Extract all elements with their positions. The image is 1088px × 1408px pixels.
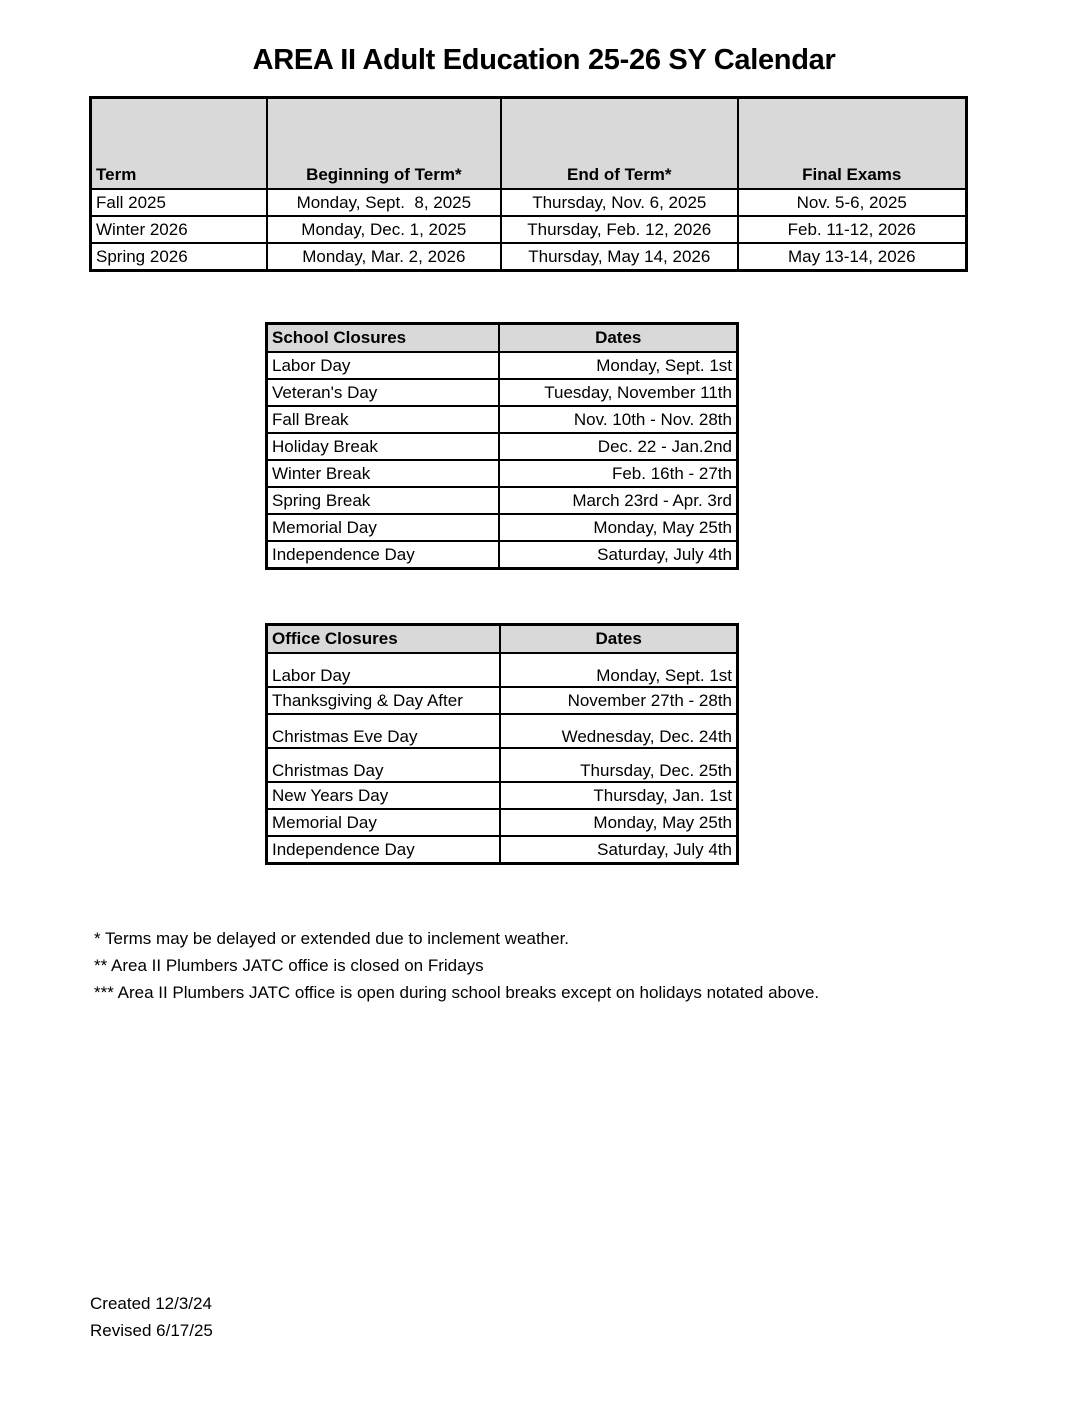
- table-cell: Nov. 10th - Nov. 28th: [499, 406, 737, 433]
- table-cell: November 27th - 28th: [500, 687, 737, 714]
- table-cell: Labor Day: [267, 653, 501, 687]
- column-header-end: End of Term*: [501, 98, 738, 190]
- table-cell: Thursday, May 14, 2026: [501, 243, 738, 271]
- revised-date: Revised 6/17/25: [90, 1321, 213, 1340]
- table-cell: Thanksgiving & Day After: [267, 687, 501, 714]
- footnote: *** Area II Plumbers JATC office is open during school breaks except on holidays notated above.: [94, 983, 820, 1002]
- table-cell: Veteran's Day: [267, 379, 500, 406]
- table-row: [267, 809, 738, 836]
- created-date: Created 12/3/24: [90, 1294, 212, 1313]
- table-row: [267, 379, 738, 406]
- table-row: [267, 714, 738, 748]
- table-row: [267, 514, 738, 541]
- table-cell: Memorial Day: [267, 809, 501, 836]
- table-header-row: [267, 625, 738, 654]
- column-header-beginning: Beginning of Term*: [267, 98, 501, 190]
- table-cell: Monday, May 25th: [499, 514, 737, 541]
- table-cell: Memorial Day: [267, 514, 500, 541]
- table-cell: Monday, May 25th: [500, 809, 737, 836]
- table-cell: May 13-14, 2026: [738, 243, 967, 271]
- table-header-row: [267, 324, 738, 353]
- column-header-office-closures: Office Closures: [267, 625, 501, 654]
- table-cell: Spring Break: [267, 487, 500, 514]
- table-row: [267, 352, 738, 379]
- table-cell: Wednesday, Dec. 24th: [500, 714, 737, 748]
- table-cell: Feb. 16th - 27th: [499, 460, 737, 487]
- column-header-term: Term: [91, 98, 267, 190]
- table-cell: March 23rd - Apr. 3rd: [499, 487, 737, 514]
- table-row: [267, 406, 738, 433]
- table-row: [91, 189, 967, 216]
- table-cell: Thursday, Dec. 25th: [500, 748, 737, 782]
- table-cell: Nov. 5-6, 2025: [738, 189, 967, 216]
- table-cell: Monday, Mar. 2, 2026: [267, 243, 501, 271]
- table-row: [267, 487, 738, 514]
- table-cell: Tuesday, November 11th: [499, 379, 737, 406]
- footnote: ** Area II Plumbers JATC office is closed on Fridays: [94, 956, 484, 975]
- table-cell: Thursday, Feb. 12, 2026: [501, 216, 738, 243]
- table-cell: New Years Day: [267, 782, 501, 809]
- table-cell: Monday, Sept. 1st: [500, 653, 737, 687]
- table-cell: Feb. 11-12, 2026: [738, 216, 967, 243]
- table-cell: Labor Day: [267, 352, 500, 379]
- table-cell: Independence Day: [267, 836, 501, 864]
- document-footer: [90, 1290, 213, 1344]
- footnote: * Terms may be delayed or extended due to inclement weather.: [94, 929, 570, 948]
- table-row: [267, 653, 738, 687]
- school-closures-table: [265, 322, 739, 570]
- table-cell: Monday, Sept. 1st: [499, 352, 737, 379]
- table-row: [267, 687, 738, 714]
- table-cell: Saturday, July 4th: [499, 541, 737, 569]
- table-cell: Monday, Sept. 8, 2025: [267, 189, 501, 216]
- column-header-final-exams: Final Exams: [738, 98, 967, 190]
- table-row: [91, 216, 967, 243]
- table-cell: Monday, Dec. 1, 2025: [267, 216, 501, 243]
- page-title: AREA II Adult Education 25-26 SY Calendar: [252, 44, 836, 76]
- table-cell: Christmas Day: [267, 748, 501, 782]
- table-row: [267, 836, 738, 864]
- table-cell: Winter 2026: [91, 216, 267, 243]
- table-cell: Winter Break: [267, 460, 500, 487]
- table-cell: Fall 2025: [91, 189, 267, 216]
- table-cell: Independence Day: [267, 541, 500, 569]
- table-cell: Saturday, July 4th: [500, 836, 737, 864]
- table-cell: Spring 2026: [91, 243, 267, 271]
- column-header-school-closures: School Closures: [267, 324, 500, 353]
- table-cell: Dec. 22 - Jan.2nd: [499, 433, 737, 460]
- table-cell: Christmas Eve Day: [267, 714, 501, 748]
- column-header-dates: Dates: [499, 324, 737, 353]
- column-header-dates: Dates: [500, 625, 737, 654]
- table-cell: Holiday Break: [267, 433, 500, 460]
- table-row: [267, 541, 738, 569]
- table-row: [267, 782, 738, 809]
- office-closures-table: [265, 623, 739, 865]
- table-row: [267, 748, 738, 782]
- table-cell: Fall Break: [267, 406, 500, 433]
- table-cell: Thursday, Nov. 6, 2025: [501, 189, 738, 216]
- table-row: [267, 460, 738, 487]
- table-header-row: [91, 98, 967, 190]
- footnotes: [94, 925, 819, 1006]
- terms-table: [89, 96, 968, 272]
- table-row: [267, 433, 738, 460]
- table-cell: Thursday, Jan. 1st: [500, 782, 737, 809]
- table-row: [91, 243, 967, 271]
